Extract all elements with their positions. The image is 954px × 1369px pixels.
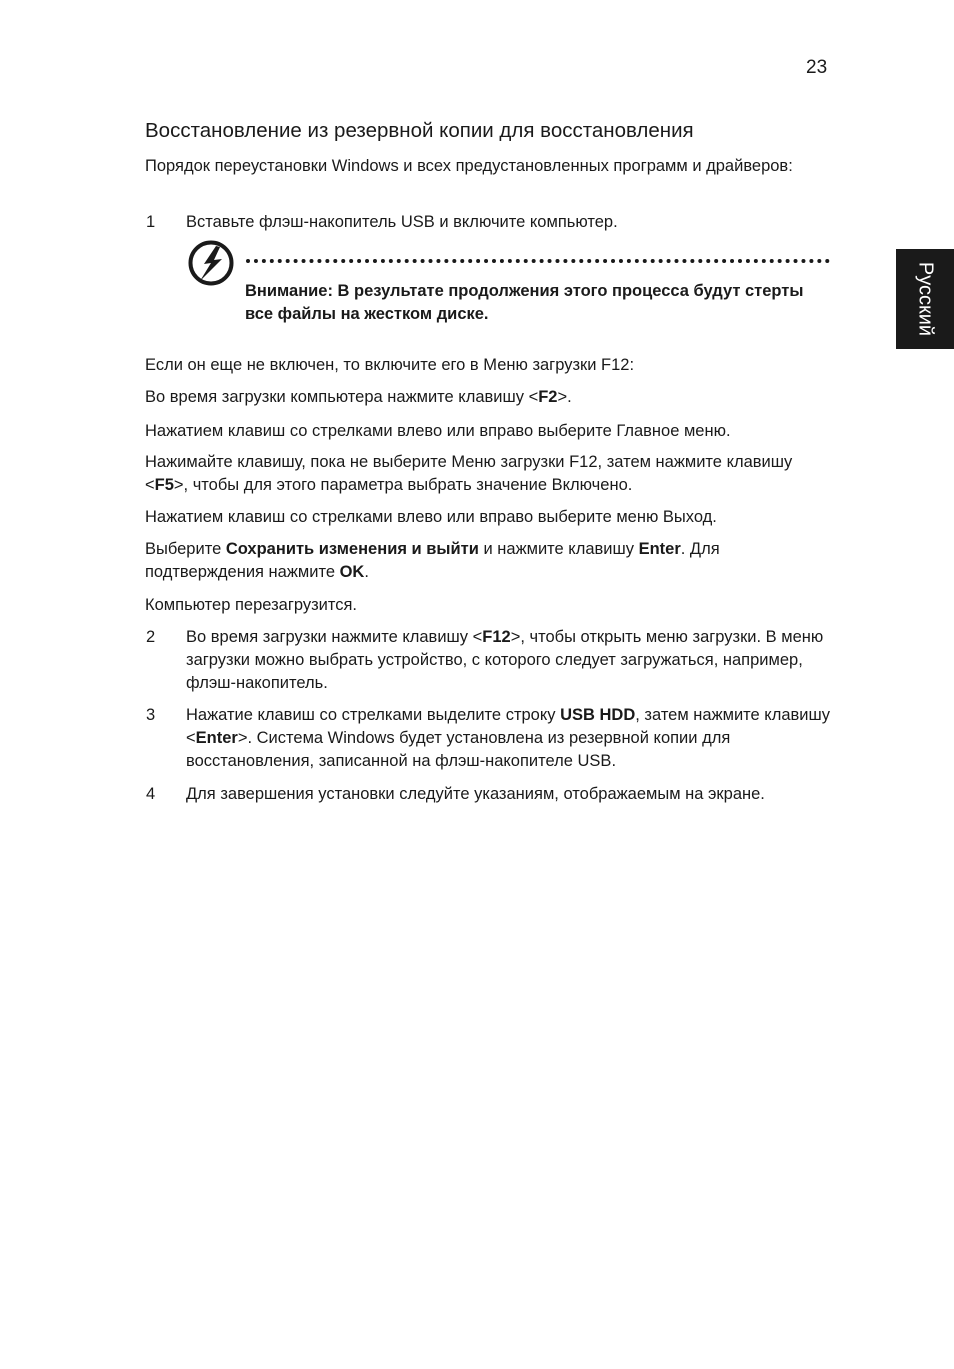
step-3-text: Нажатие клавиш со стрелками выделите строку USB HDD, затем нажмите клавишу <Enter>. Система Windows будет установлена из резервной копии для восстановления, записанной на флэш-накопителе USB. xyxy=(186,706,830,770)
step-1-number: 1 xyxy=(146,213,156,231)
paragraph-press-f5: Нажимайте клавишу, пока не выберите Меню загрузки F12, затем нажмите клавишу <F5>, чтобы для этого параметра выбрать значение Включено. xyxy=(145,453,793,494)
paragraph-press-f2: Во время загрузки компьютера нажмите клавишу <F2>. xyxy=(145,388,572,406)
paragraph-exit-menu: Нажатием клавиш со стрелками влево или вправо выберите меню Выход. xyxy=(145,508,717,526)
paragraph-boot-menu: Если он еще не включен, то включите его в Меню загрузки F12: xyxy=(145,356,635,374)
paragraph-save-exit: Выберите Сохранить изменения и выйти и нажмите клавишу Enter. Для подтверждения нажмите OK. xyxy=(145,540,720,581)
warning-lightning-icon xyxy=(187,239,235,287)
step-4-text: Для завершения установки следуйте указаниям, отображаемым на экране. xyxy=(186,785,765,803)
warning-divider xyxy=(246,259,830,263)
step-2-number: 2 xyxy=(146,628,156,646)
step-4-number: 4 xyxy=(146,785,156,803)
warning-text: Внимание: В результате продолжения этого процесса будут стерты все файлы на жестком диске. xyxy=(245,282,804,323)
section-heading: Восстановление из резервной копии для восстановления xyxy=(145,119,694,142)
intro-paragraph: Порядок переустановки Windows и всех предустановленных программ и драйверов: xyxy=(145,157,793,175)
paragraph-main-menu: Нажатием клавиш со стрелками влево или вправо выберите Главное меню. xyxy=(145,422,731,440)
step-1-text: Вставьте флэш-накопитель USB и включите компьютер. xyxy=(186,213,618,231)
language-side-tab xyxy=(896,249,954,349)
language-side-tab-label: Русский xyxy=(914,261,937,337)
step-3-number: 3 xyxy=(146,706,156,724)
paragraph-reboot: Компьютер перезагрузится. xyxy=(145,596,358,614)
step-2-text: Во время загрузки нажмите клавишу <F12>, чтобы открыть меню загрузки. В меню загрузки можно выбрать устройство, с которого следует загружаться, например, флэш-накопитель. xyxy=(186,628,824,692)
page-number: 23 xyxy=(806,57,828,78)
